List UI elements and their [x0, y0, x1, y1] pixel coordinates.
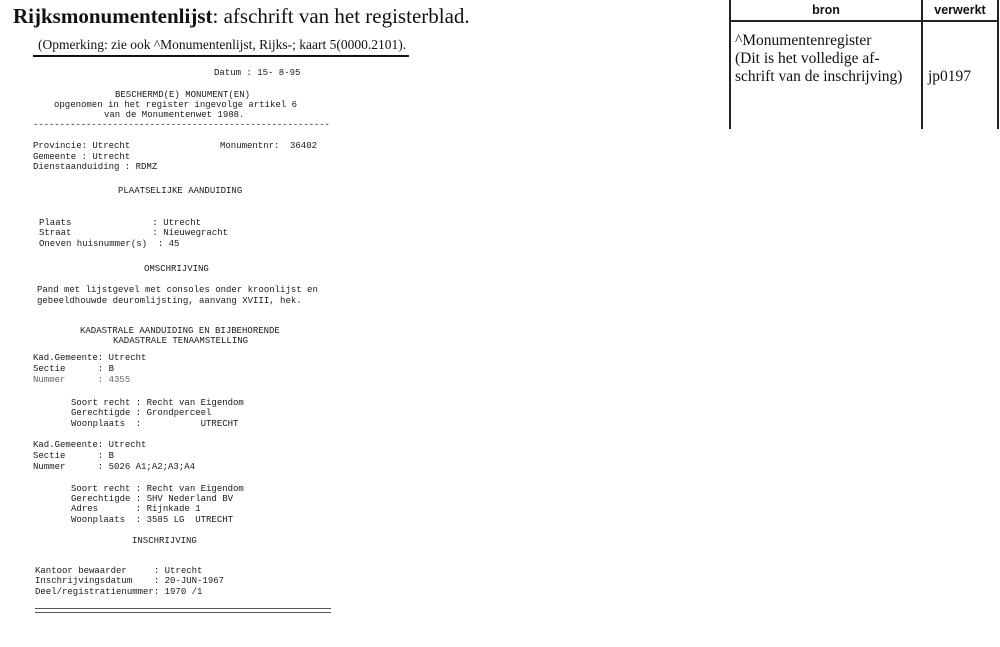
- remark: (Opmerking: zie ook ^Monumentenlijst, Rijks-; kaart 5(0000.2101).: [38, 37, 407, 52]
- huisnummer: Oneven huisnummer(s) : 45: [39, 239, 180, 249]
- kad-gemeente: Kad.Gemeente: Utrecht: [33, 440, 147, 450]
- section-heading: KADASTRALE AANDUIDING EN BIJBEHORENDE: [80, 326, 280, 336]
- omschrijving: Pand met lijstgevel met consoles onder kroonlijst en: [37, 285, 318, 295]
- straat: Straat : Nieuwegracht: [39, 228, 229, 238]
- bron-line: (Dit is het volledige af-: [735, 50, 880, 67]
- dienstaanduiding: Dienstaanduiding : RDMZ: [33, 162, 158, 172]
- omschrijving: gebeeldhouwde deuromlijsting, aanvang XVIII, hek.: [37, 296, 302, 306]
- kad-gemeente: Kad.Gemeente: Utrecht: [33, 353, 147, 363]
- woonplaats: Woonplaats : UTRECHT: [71, 419, 239, 429]
- sectie: Sectie : B: [33, 364, 115, 374]
- nummer: Nummer : 5026 A1;A2;A3;A4: [33, 462, 196, 472]
- section-heading: OMSCHRIJVING: [144, 264, 209, 274]
- heading: van de Monumentenwet 1988.: [104, 110, 245, 120]
- section-heading: PLAATSELIJKE AANDUIDING: [118, 186, 243, 196]
- title-rest: : afschrift van het registerblad.: [212, 4, 470, 28]
- gerechtigde: Gerechtigde : Grondperceel: [71, 408, 212, 418]
- divider: [33, 55, 409, 57]
- dashed-divider: --------------------------------------------------------: [33, 120, 330, 130]
- heading: opgenomen in het register ingevolge artikel 6: [54, 100, 298, 110]
- column-header-verwerkt: verwerkt: [934, 3, 986, 17]
- verwerkt-value: jp0197: [928, 68, 972, 85]
- gemeente: Gemeente : Utrecht: [33, 152, 131, 162]
- deel-registratienummer: Deel/registratienummer: 1970 /1: [35, 587, 203, 597]
- title-bold: Rijksmonumentenlijst: [13, 4, 213, 28]
- woonplaats: Woonplaats : 3585 LG UTRECHT: [71, 515, 234, 525]
- bron-line: schrift van de inschrijving): [735, 68, 903, 85]
- monumentnr-label: Monumentnr:: [220, 141, 280, 151]
- double-divider: [35, 608, 331, 613]
- adres: Adres : Rijnkade 1: [71, 504, 201, 514]
- table-header-rule: [730, 20, 998, 22]
- monumentnr: 36402: [290, 141, 318, 151]
- gerechtigde: Gerechtigde : SHV Nederland BV: [71, 494, 234, 504]
- bron-line: ^Monumentenregister: [735, 32, 872, 49]
- heading: BESCHERMD(E) MONUMENT(EN): [115, 90, 251, 100]
- provincie: Provincie: Utrecht: [33, 141, 131, 151]
- nummer: Nummer : 4355: [33, 375, 131, 385]
- page-title: [13, 4, 470, 29]
- kantoor: Kantoor bewaarder : Utrecht: [35, 566, 203, 576]
- plaats: Plaats : Utrecht: [39, 218, 202, 228]
- section-heading: INSCHRIJVING: [132, 536, 197, 546]
- column-header-bron: bron: [812, 3, 840, 17]
- soort-recht: Soort recht : Recht van Eigendom: [71, 398, 244, 408]
- section-heading: KADASTRALE TENAAMSTELLING: [113, 336, 249, 346]
- soort-recht: Soort recht : Recht van Eigendom: [71, 484, 244, 494]
- inschrijvingsdatum: Inschrijvingsdatum : 20-JUN-1967: [35, 576, 225, 586]
- datum: Datum : 15- 8-95: [214, 68, 301, 78]
- sectie: Sectie : B: [33, 451, 115, 461]
